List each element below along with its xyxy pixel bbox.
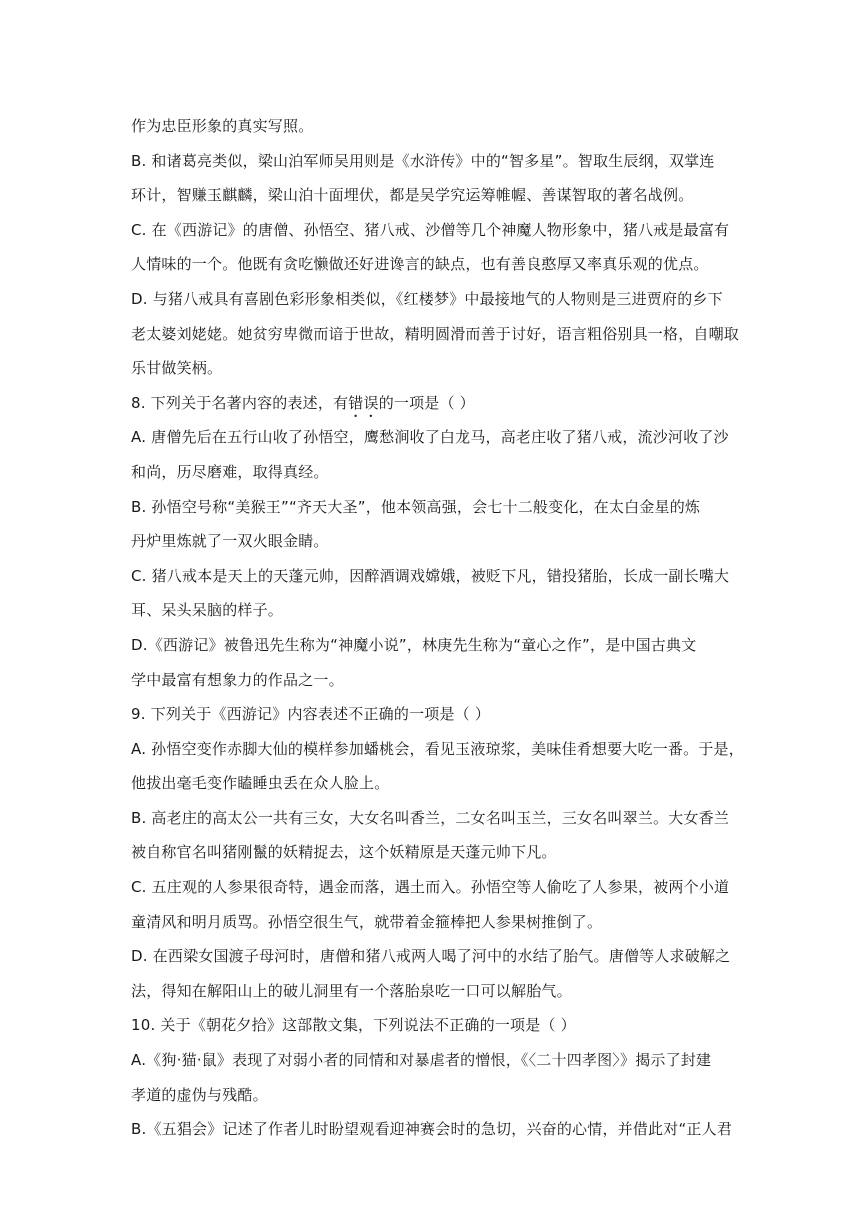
text-line: 丹炉里炼就了一双火眼金睛。 [131, 532, 329, 551]
text-line: D.《西游记》被鲁迅先生称为“神魔小说”，林庚先生称为“童心之作”，是中国古典文 [131, 635, 697, 654]
document-body [131, 109, 744, 1147]
text-line: 环计，智赚玉麒麟，梁山泊十面埋伏，都是吴学究运筹帷幄、善谋智取的著名战例。 [131, 186, 694, 205]
text-line: A. 孙悟空变作赤脚大仙的模样参加蟠桃会，看见玉液琼浆，美味佳肴想要大吃一番。于是， [131, 739, 744, 758]
text-line: C. 五庄观的人参果很奇特，遇金而落，遇土而入。孙悟空等人偷吃了人参果，被两个小道 [131, 878, 730, 897]
text-line: 孝道的虚伪与残酷。 [131, 1085, 268, 1104]
question-8-stem [131, 386, 731, 421]
emphasized-word: 错误 [348, 393, 379, 412]
text-line: 他拔出毫毛变作瞌睡虫丢在众人脸上。 [131, 774, 390, 793]
question-8-text: 8. 下列关于名著内容的表述，有 [131, 393, 349, 412]
text-line: 耳、呆头呆脑的样子。 [131, 601, 284, 620]
question-9-stem: 9. 下列关于《西游记》内容表述不正确的一项是（ ） [131, 705, 491, 724]
text-line: C. 在《西游记》的唐僧、孙悟空、猪八戒、沙僧等几个神魔人物形象中，猪八戒是最富有 [131, 220, 730, 239]
text-line: D. 与猪八戒具有喜剧色彩形象相类似，《红楼梦》中最接地气的人物则是三进贾府的乡下 [131, 289, 723, 308]
text-line: 学中最富有想象力的作品之一。 [131, 670, 344, 689]
text-line: 被自称官名叫猪刚鬣的妖精捉去，这个妖精原是天蓬元帅下凡。 [131, 843, 557, 862]
text-line: D. 在西梁女国渡子母河时，唐僧和猪八戒两人喝了河中的水结了胎气。唐僧等人求破解之 [131, 947, 731, 966]
text-line: 童清风和明月质骂。孙悟空很生气，就带着金箍棒把人参果树推倒了。 [131, 912, 603, 931]
text-line: 作为忠臣形象的真实写照。 [131, 117, 314, 135]
text-line: C. 猪八戒本是天上的天蓬元帅，因醉酒调戏嫦娥，被贬下凡，错投猪胎，长成一副长嘴大 [131, 566, 730, 585]
text-line: B.《五猖会》记述了作者儿时盼望观看迎神赛会时的急切，兴奋的心情，并借此对“正人君 [131, 1120, 733, 1139]
text-line: 老太婆刘姥姥。她贫穷卑微而谙于世故，精明圆滑而善于讨好，语言粗俗别具一格，自嘲取 [131, 324, 740, 343]
text-line: B. 和诸葛亮类似，梁山泊军师吴用则是《水浒传》中的“智多星”。智取生辰纲，双掌连 [131, 151, 715, 170]
text-line: A. 唐僧先后在五行山收了孙悟空，鹰愁涧收了白龙马，高老庄收了猪八戒，流沙河收了沙 [131, 428, 729, 447]
text-line: A.《狗·猫·鼠》表现了对弱小者的同情和对暴虐者的憎恨，《〈二十四孝图〉》揭示了封建 [131, 1051, 712, 1070]
text-line: 乐甘做笑柄。 [131, 359, 223, 378]
text-line: B. 孙悟空号称“美猴王”“齐天大圣”，他本领高强，会七十二般变化，在太白金星的炼 [131, 497, 701, 516]
text-line: 和尚，历尽磨难，取得真经。 [131, 462, 329, 481]
question-8-text-end: 的一项是（ ） [378, 393, 475, 412]
question-10-stem: 10. 关于《朝花夕拾》这部散文集，下列说法不正确的一项是（ ） [131, 1016, 576, 1035]
text-line: 法，得知在解阳山上的破儿洞里有一个落胎泉吃一口可以解胎气。 [131, 981, 572, 1000]
text-line: 人情味的一个。他既有贪吃懒做还好进谗言的缺点，也有善良憨厚又率真乐观的优点。 [131, 255, 709, 274]
text-line: B. 高老庄的高太公一共有三女，大女名叫香兰，二女名叫玉兰，三女名叫翠兰。大女香兰 [131, 808, 730, 827]
